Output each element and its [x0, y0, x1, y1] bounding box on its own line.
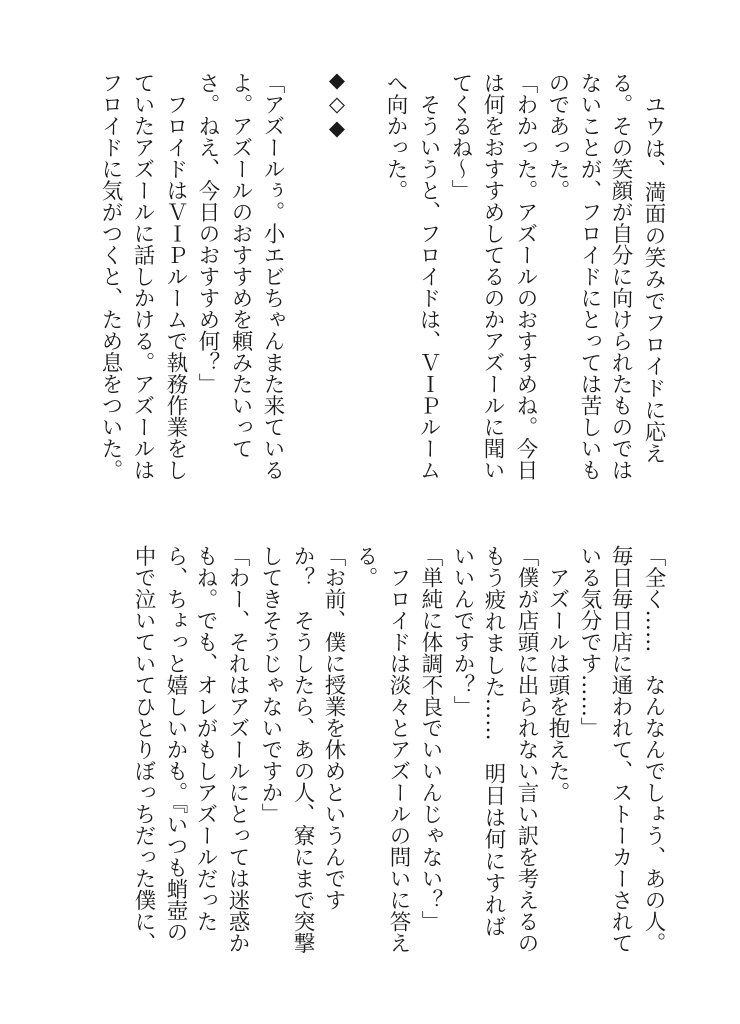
text-column: フロイドは淡々とアズールの問いに答え — [386, 545, 411, 954]
text-column: いる気分です……」 — [577, 545, 602, 739]
text-column: 「お前、僕に授業を休めというんです — [321, 545, 346, 911]
text-column: へ向かった。 — [383, 72, 408, 201]
text-column: いいんですか？」 — [450, 545, 475, 717]
text-column: アズールは頭を抱えた。 — [545, 545, 570, 803]
text-column: よ。アズールのおすすめを頼みたいって — [228, 72, 253, 459]
text-column: のであった。 — [545, 72, 570, 201]
text-column: る。 — [353, 545, 378, 588]
text-column: そういうと、フロイドは、ＶＩＰルーム — [416, 72, 441, 481]
text-column: 「アズールぅ。小エビちゃんまた来ている — [260, 72, 285, 481]
text-column: もね。でも、オレがもしアズールだった — [193, 545, 218, 932]
text-column: ていたアズールに話しかける。アズールは — [130, 72, 155, 481]
scene-break-diamonds: ◆◇◆ — [325, 68, 349, 140]
text-column: る。その笑顔が自分に向けられたものでは — [608, 72, 633, 481]
text-column: 「僕が店頭に出られない言い訳を考えるの — [514, 545, 539, 954]
text-column: 「わー、それはアズールにとっては迷惑か — [225, 545, 250, 954]
text-column: てくるね～」 — [448, 72, 473, 201]
text-column: ら、ちょっと嬉しいかも。『いつも蛸壺の — [163, 545, 188, 943]
text-column: もう疲れました…… 明日は何にすれば — [481, 545, 506, 937]
text-column: 「単純に体調不良でいいんじゃない？」 — [418, 545, 443, 932]
text-column: は何をおすすめしてるのかアズールに聞い — [480, 72, 505, 481]
text-column: か？ そうしたら、あの人、寮にまで突撃 — [290, 545, 315, 954]
text-column: 「わかった。アズールのおすすめね。今日 — [513, 72, 538, 481]
text-column: 「全く…… なんなんでしょう、あの人。 — [641, 545, 666, 954]
text-column: ないことが、フロイドにとっては苦しいも — [577, 72, 602, 481]
text-column: フロイドに気がつくと、ため息をついた。 — [98, 72, 123, 481]
text-column: 毎日毎日店に通われて、ストーカーされて — [608, 545, 633, 954]
text-column: さ。ねえ、今日のおすすめ何？」 — [195, 72, 220, 395]
text-column: ユウは、満面の笑みでフロイドに応え — [641, 72, 666, 464]
text-column: フロイドはＶＩＰルームで執務作業をし — [163, 72, 188, 481]
text-column: してきそうじゃないですか」 — [258, 545, 283, 825]
text-column: 中で泣いていてひとりぼっちだった僕に、 — [131, 545, 156, 954]
